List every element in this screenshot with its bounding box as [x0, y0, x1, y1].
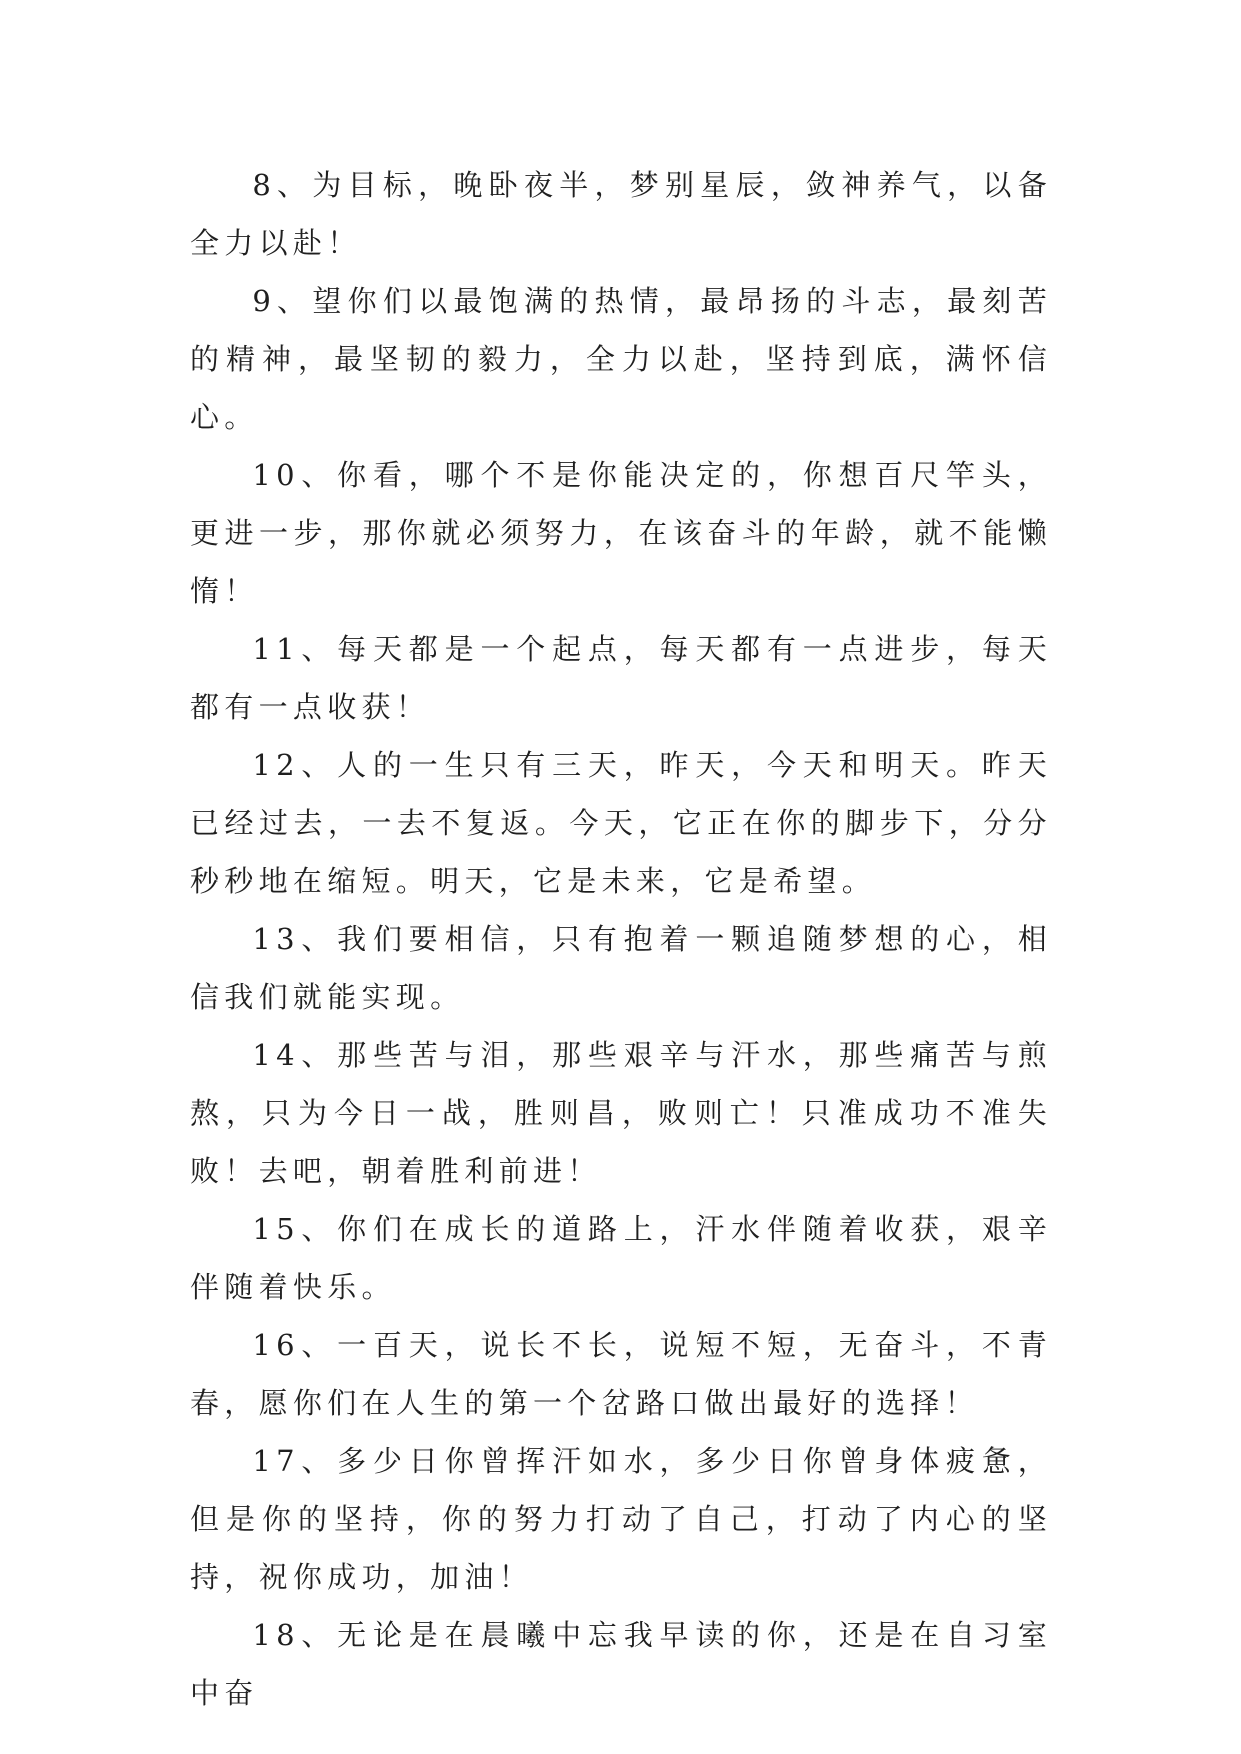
- paragraph-9: 9、望你们以最饱满的热情，最昂扬的斗志，最刻苦的精神，最坚韧的毅力，全力以赴，坚持到底，满怀信心。: [190, 284, 1052, 434]
- paragraph-8: 8、为目标，晚卧夜半，梦别星辰，敛神养气，以备全力以赴！: [190, 168, 1052, 260]
- paragraph-18: 18、无论是在晨曦中忘我早读的你，还是在自习室中奋: [190, 1618, 1052, 1710]
- paragraph-13: 13、我们要相信，只有抱着一颗追随梦想的心，相信我们就能实现。: [190, 922, 1052, 1014]
- paragraph-15: 15、你们在成长的道路上，汗水伴随着收获，艰辛伴随着快乐。: [190, 1212, 1052, 1304]
- paragraph-14: 14、那些苦与泪，那些艰辛与汗水，那些痛苦与煎熬，只为今日一战，胜则昌，败则亡！只准成功不准失败！去吧，朝着胜利前进！: [190, 1038, 1052, 1188]
- paragraph-17: 17、多少日你曾挥汗如水，多少日你曾身体疲惫，但是你的坚持，你的努力打动了自己，打动了内心的坚持，祝你成功，加油！: [190, 1444, 1052, 1594]
- paragraph-10: 10、你看，哪个不是你能决定的，你想百尺竿头，更进一步，那你就必须努力，在该奋斗的年龄，就不能懒惰！: [190, 458, 1052, 608]
- paragraph-12: 12、人的一生只有三天，昨天，今天和明天。昨天已经过去，一去不复返。今天，它正在你的脚步下，分分秒秒地在缩短。明天，它是未来，它是希望。: [190, 748, 1052, 898]
- paragraph-16: 16、一百天，说长不长，说短不短，无奋斗，不青春，愿你们在人生的第一个岔路口做出最好的选择！: [190, 1328, 1052, 1420]
- document-body: [190, 156, 1052, 1722]
- paragraph-11: 11、每天都是一个起点，每天都有一点进步，每天都有一点收获！: [190, 632, 1052, 724]
